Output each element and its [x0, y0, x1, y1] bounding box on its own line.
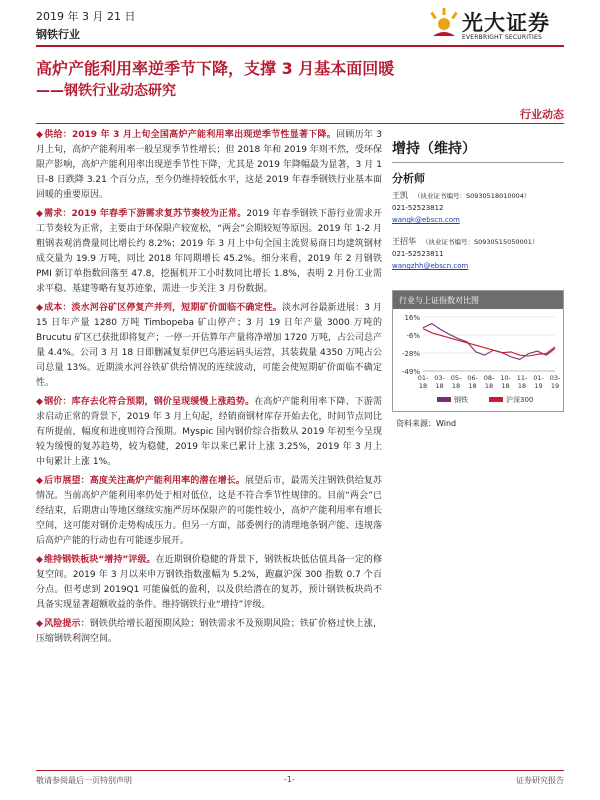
x-tick-label: 03- — [549, 374, 561, 382]
paragraph-cost — [36, 301, 382, 391]
analyst-name: 王招华 — [392, 237, 416, 246]
paragraph-heading: ◆ 供给：2019 年 3 月上旬全国高炉产能利用率出现逆季节性显著下降。 — [36, 130, 336, 140]
x-tick-label: 18 — [435, 382, 444, 390]
logo-text-cn: 光大证券 — [462, 10, 550, 35]
analyst-license: （执业证书编号：S0930518010004） — [414, 192, 531, 200]
y-tick-label: -6% — [406, 332, 420, 340]
x-tick-label: 03- — [434, 374, 445, 382]
paragraph-demand — [36, 207, 382, 297]
report-title: 高炉产能利用率逆季节下降，支撑 3 月基本面回暖 — [36, 59, 395, 78]
analyst-phone: 021-52523811 — [392, 250, 444, 258]
report-type-label: 行业动态 — [520, 108, 564, 121]
paragraph-body: 钢铁供给增长超预期风险；钢铁需求不及预期风险；铁矿价格过快上涨，压缩钢铁利润空间。 — [36, 619, 382, 644]
x-tick-label: 10- — [500, 374, 511, 382]
paragraph-body: 在高炉产能利用率下降、下游需求启动正常的背景下，2019 年 3 月上旬起，经销商钢材库存开始去化，时间节点同比有所提前，幅度和进度则符合预期。Myspic 国内钢价综合指数从 2019 年初至今呈现较为缓慢的复苏趋势，较为稳健，2019 年以来已累计上涨 3.25%，2019 年 3 月上中旬累计上涨 1%。 — [36, 397, 382, 467]
analyst-license: （执业证书编号：S0930515050001） — [422, 238, 539, 246]
analyst-email-link[interactable]: wangk@ebscn.com — [392, 216, 460, 224]
x-tick-label: 19 — [550, 382, 560, 390]
paragraph-body: 回顾历年 3 月上旬，高炉产能利用率一般呈现季节性增长；但 2018 年和 2019 年则不然，受环保限产影响，高炉产能利用率出现逆季节性下降，尤其是 2019 年降幅最为显著，3 月 1 日-8 日跌降 3.21 个百分点，至今仍维持较低水平，这是 2019 年春季钢铁行业基本面回暖的重要原因。 — [36, 130, 383, 200]
analyst-email-link[interactable]: wangzhh@ebscn.com — [392, 262, 469, 270]
analyst-card — [392, 190, 564, 226]
series-line-0 — [423, 324, 555, 360]
report-date: 2019 年 3 月 21 日 — [36, 10, 136, 23]
analyst-name: 王凯 — [392, 191, 408, 200]
paragraph-heading: ◆ 需求：2019 年春季下游需求复苏节奏较为正常。 — [36, 209, 246, 219]
paragraph-body: 展望后市，最需关注钢铁供给复苏情况。当前高炉产能利用率仍处于相对低位，这是不符合季节性规律的。目前“两会”已经结束，后期唐山等地区继续实施严厉环保限产的可能性较小，高炉产能利用率有增长空间，这可能对钢价走势构成压力。但另一方面，部委例行的清理地条钢产能、违规落后高炉产能的行动也有可能逐步展开。 — [36, 476, 382, 546]
x-tick-label: 01- — [417, 374, 429, 382]
rating-divider — [392, 162, 564, 163]
chart-source: 资料来源：Wind — [396, 419, 457, 428]
logo-sun-icon — [430, 8, 458, 38]
title-divider — [36, 123, 564, 124]
x-tick-label: 19 — [534, 382, 543, 390]
x-tick-label: 18 — [517, 382, 527, 390]
paragraph-body: 淡水河谷最新进展：3 月 15 日年产量 1280 万吨 Timbopeba 矿山停产；3 月 19 日年产量 3000 万吨的 Brucutu 矿区已获批即将复产；一停一开估算年产量将净增加 1720 万吨，占公司总产量 4.4%。公司 3 月 18 日即删减复泵伊巴乌港运码头运营，其装载量 4350 万吨占公司总量 13%。近期淡水河谷铁矿供给情况的连续波动，可能会使短期矿价面临不确定性。 — [36, 303, 383, 388]
y-tick-label: -49% — [401, 368, 420, 376]
paragraph-risk — [36, 617, 382, 647]
footer-divider — [36, 770, 564, 771]
analyst-card — [392, 236, 564, 272]
paragraph-body: 在近期钢价稳健的背景下，钢铁板块低估值具备一定的修复空间。2019 年 3 月以来申万钢铁指数涨幅为 5.2%，跑赢沪深 300 指数 0.7 个百分点。但考虑到 2019Q1 可能偏低的盈利，以及供给潜在的复苏，预计钢铁板块尚不具备实现显著超额收益的条件。维持钢铁行业“增持”评级。 — [36, 555, 382, 610]
header-divider — [36, 45, 564, 47]
x-tick-label: 18 — [451, 382, 461, 390]
paragraph-rating — [36, 553, 382, 613]
x-tick-label: 18 — [418, 382, 428, 390]
x-tick-label: 18 — [501, 382, 510, 390]
paragraph-outlook — [36, 474, 382, 549]
industry-label: 钢铁行业 — [36, 28, 80, 41]
x-tick-label: 05- — [450, 374, 462, 382]
y-tick-label: 16% — [404, 314, 420, 322]
x-tick-label: 01- — [533, 374, 544, 382]
paragraph-heading: ◆ 成本：淡水河谷矿区停复产并列，短期矿价面临不确定性。 — [36, 303, 282, 313]
analyst-phone: 021-52523812 — [392, 204, 444, 212]
x-tick-label: 08- — [483, 374, 495, 382]
paragraph-supply — [36, 128, 382, 203]
line-chart — [393, 309, 563, 411]
paragraph-price — [36, 395, 382, 470]
rating-label: 增持（维持） — [392, 141, 476, 157]
legend-swatch — [489, 397, 503, 402]
paragraph-body: 2019 年春季钢铁下游行业需求开工节奏较为正常，主要由于环保限产较宽松，“两会”会期较短等原因。2019 年 1-2 月粗钢表观消费量同比增长约 8.2%；2019 年 3 月上中旬全国主流贸易商日均建筑钢材成交量为 19.9 万吨，同比 2018 年同期增长 45.2%。细分来看，2019 年 2 月钢铁 PMI 新订单指数回落至 47.8，挖掘机开工小时数同比增长 1.8%，表明 2 月份工业需求平稳、基建等略有复苏迹象，需进一步关注 3 月份数据。 — [36, 209, 382, 294]
report-subtitle: ——钢铁行业动态研究 — [36, 83, 176, 99]
x-tick-label: 11- — [516, 374, 528, 382]
x-tick-label: 18 — [484, 382, 494, 390]
comparison-chart — [392, 290, 564, 412]
y-tick-label: -28% — [401, 350, 420, 358]
x-tick-label: 18 — [468, 382, 477, 390]
logo-text-en: EVERBRIGHT SECURITIES — [462, 34, 542, 41]
legend-label: 钢铁 — [454, 396, 468, 404]
footer-report-label: 证券研究报告 — [516, 776, 564, 785]
brand-logo — [430, 6, 580, 46]
paragraph-heading: ◆ 钢价：库存去化符合预期，钢价呈现缓慢上涨趋势。 — [36, 397, 254, 407]
paragraph-heading: ◆ 维持钢铁板块“增持”评级。 — [36, 555, 156, 565]
chart-title: 行业与上证指数对比图 — [399, 296, 479, 305]
legend-swatch — [437, 397, 451, 402]
paragraph-heading: ◆ 风险提示： — [36, 619, 90, 629]
main-content — [36, 128, 382, 651]
legend-label: 沪深300 — [506, 396, 534, 404]
x-tick-label: 06- — [467, 374, 478, 382]
chart-title-bar — [393, 291, 563, 309]
footer-disclaimer: 敬请参阅最后一页特别声明 — [36, 776, 132, 785]
paragraph-heading: ◆ 后市展望：高度关注高炉产能利用率的潜在增长。 — [36, 476, 245, 486]
analyst-heading: 分析师 — [392, 172, 425, 185]
page-number: -1- — [284, 775, 295, 784]
